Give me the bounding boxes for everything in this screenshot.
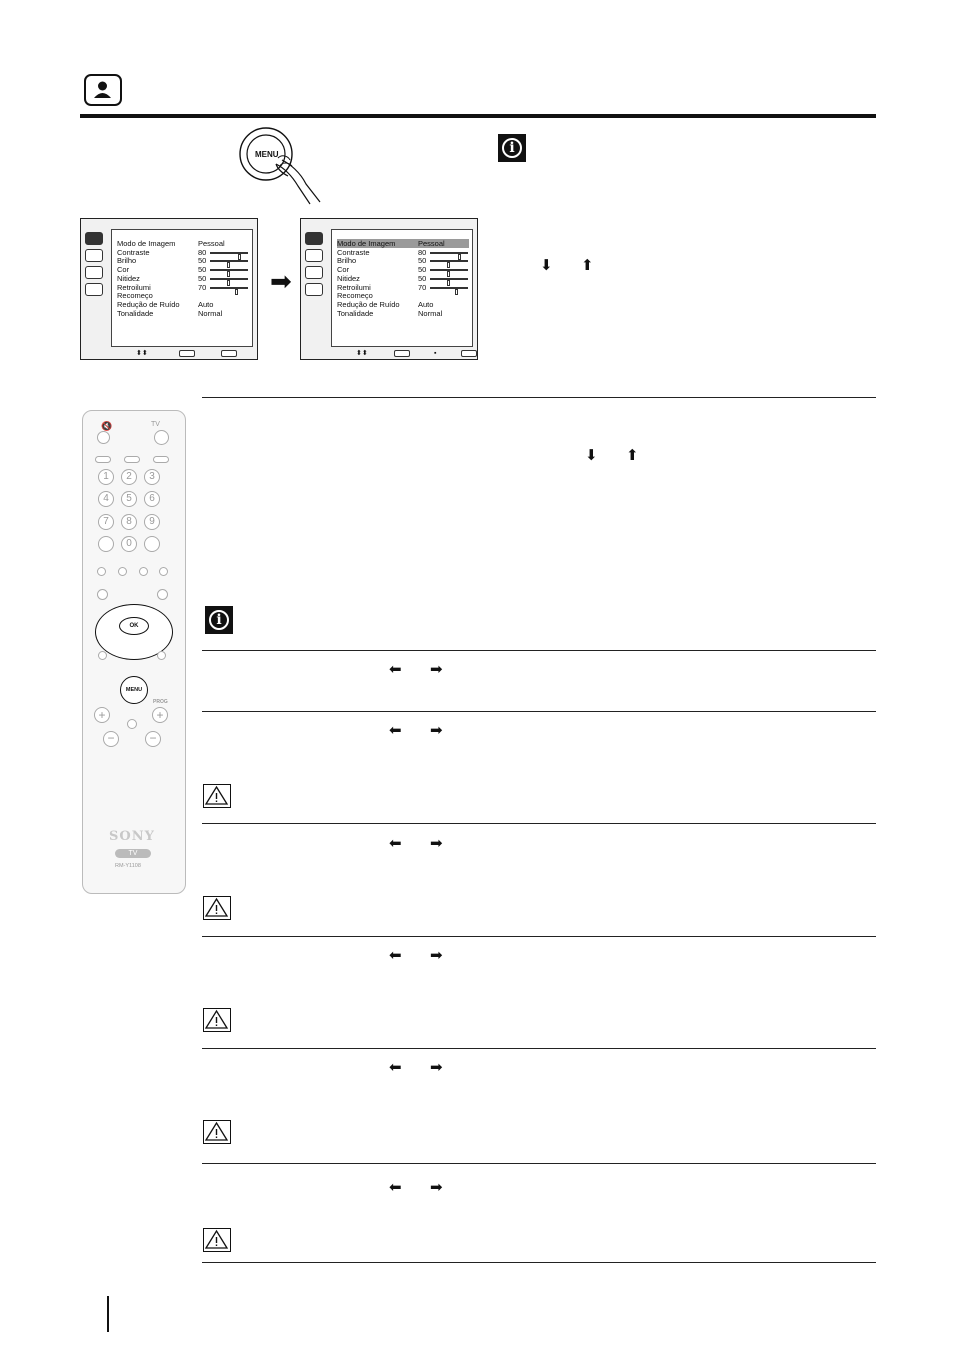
down-arrow-icon: ⬇ xyxy=(540,256,553,274)
menu-row-value: 50 xyxy=(418,265,427,275)
warning-icon xyxy=(203,784,231,808)
left-arrow-icon: ⬅ xyxy=(389,660,402,678)
menu-row-label: Retroilumi xyxy=(337,282,371,292)
divider xyxy=(202,936,876,937)
up-arrow-icon: ⬆ xyxy=(581,256,594,274)
level-slider xyxy=(210,252,248,254)
digit-button-9[interactable]: 9 xyxy=(144,514,160,530)
info-icon: i xyxy=(205,606,233,634)
menu-row xyxy=(117,300,249,309)
menu-button-label: MENU xyxy=(255,150,279,159)
menu-row-label: Nitidez xyxy=(117,273,140,283)
brand-logo: SONY xyxy=(109,829,155,844)
menu-screen-after xyxy=(300,218,478,360)
menu-row-value: Normal xyxy=(198,308,223,318)
menu-row-value: 50 xyxy=(198,265,207,275)
warning-icon xyxy=(203,1228,231,1252)
level-slider xyxy=(430,252,468,254)
setup-tab-icon xyxy=(85,283,103,296)
left-arrow-icon: ⬅ xyxy=(389,946,402,964)
menu-row-label: Recomeço xyxy=(337,291,373,301)
picture-button[interactable] xyxy=(157,589,168,600)
level-slider xyxy=(430,269,468,271)
divider xyxy=(202,1048,876,1049)
text-button[interactable] xyxy=(95,456,111,463)
right-arrow-icon: ➡ xyxy=(430,1178,443,1196)
menu-row-label: Redução de Ruído xyxy=(117,299,180,309)
menu-row xyxy=(337,265,469,274)
next-arrow: ➡ xyxy=(270,266,292,296)
menu-row xyxy=(337,239,469,248)
hand-icon xyxy=(236,124,326,214)
menu-row-value: 50 xyxy=(418,273,427,283)
menu-row xyxy=(117,274,249,283)
menu-press-illustration xyxy=(236,124,326,214)
menu-row xyxy=(117,265,249,274)
color-button-yellow[interactable] xyxy=(139,567,148,576)
enter-hint-icon: ▪ xyxy=(434,350,437,357)
remote-control xyxy=(82,410,186,894)
color-button-green[interactable] xyxy=(118,567,127,576)
menu-button[interactable]: MENU xyxy=(120,676,148,704)
menu-row xyxy=(337,300,469,309)
prog-up-button[interactable]: + xyxy=(152,707,168,723)
menu-screen-before xyxy=(80,218,258,360)
menu-row-label: Tonalidade xyxy=(117,308,154,318)
menu-row-value: 70 xyxy=(418,282,427,292)
header-rule xyxy=(80,114,876,118)
digit-button-7[interactable]: 7 xyxy=(98,514,114,530)
right-arrow-icon: ➡ xyxy=(430,834,443,852)
footer-key xyxy=(461,350,477,357)
menu-row-value: 70 xyxy=(198,282,207,292)
menu-row-label: Modo de Imagem xyxy=(337,239,396,248)
menu-row-value: Auto xyxy=(418,299,434,309)
digit-button-2[interactable]: 2 xyxy=(121,469,137,485)
left-arrow-icon: ⬅ xyxy=(389,834,402,852)
sound-tab-icon xyxy=(85,249,103,262)
features-tab-icon xyxy=(85,266,103,279)
warning-icon xyxy=(203,1008,231,1032)
menu-row-label: Redução de Ruído xyxy=(337,299,400,309)
down-arrow-icon: ⬇ xyxy=(585,446,598,464)
menu-row-label: Retroilumi xyxy=(117,282,151,292)
tv-badge: TV xyxy=(115,849,151,858)
menu-row-label: Cor xyxy=(117,265,130,275)
prog-label: PROG xyxy=(153,699,168,705)
tv-power-label: TV xyxy=(151,421,160,428)
digit-button-4[interactable]: 4 xyxy=(98,491,114,507)
warning-icon xyxy=(203,896,231,920)
setup-tab-icon xyxy=(305,283,323,296)
menu-panel xyxy=(331,229,473,347)
volume-up-button[interactable]: + xyxy=(94,707,110,723)
picture-tab-icon xyxy=(305,232,323,245)
digit-button-6[interactable]: 6 xyxy=(144,491,160,507)
menu-row-label: Nitidez xyxy=(337,273,360,283)
ok-button[interactable]: OK xyxy=(119,617,149,635)
input-button[interactable] xyxy=(153,456,169,463)
right-arrow-icon: ➡ xyxy=(430,946,443,964)
aspect-button[interactable] xyxy=(127,719,137,729)
guide-button[interactable] xyxy=(157,651,166,660)
digit-button-8[interactable]: 8 xyxy=(121,514,137,530)
clock-button[interactable] xyxy=(124,456,140,463)
menu-row-label: Tonalidade xyxy=(337,308,374,318)
menu-row-value: 50 xyxy=(198,273,207,283)
divider xyxy=(202,1262,876,1263)
level-slider xyxy=(430,260,468,262)
left-arrow-icon: ⬅ xyxy=(389,1058,402,1076)
menu-row-value: Pessoal xyxy=(418,239,445,248)
level-slider xyxy=(210,269,248,271)
divider xyxy=(202,1163,876,1164)
prog-down-button[interactable]: − xyxy=(145,731,161,747)
menu-row-label: Contraste xyxy=(117,247,150,257)
menu-row xyxy=(117,239,249,248)
menu-row xyxy=(337,248,469,257)
menu-row xyxy=(337,309,469,318)
menu-row xyxy=(117,248,249,257)
menu-row xyxy=(337,256,469,265)
level-slider xyxy=(210,278,248,280)
right-arrow-icon: ➡ xyxy=(430,660,443,678)
right-arrow-icon: ➡ xyxy=(430,721,443,739)
footer-key xyxy=(221,350,237,357)
info-button[interactable] xyxy=(98,536,114,552)
menu-row-label: Contraste xyxy=(337,247,370,257)
footer-key xyxy=(394,350,410,357)
menu-panel xyxy=(111,229,253,347)
divider xyxy=(202,711,876,712)
menu-row-value: Pessoal xyxy=(198,239,225,248)
level-slider xyxy=(430,287,468,289)
digit-button-0[interactable]: 0 xyxy=(121,536,137,552)
digit-button-5[interactable]: 5 xyxy=(121,491,137,507)
menu-row-label: Brilho xyxy=(117,256,137,266)
menu-row xyxy=(117,309,249,318)
menu-row xyxy=(337,274,469,283)
volume-down-button[interactable]: − xyxy=(103,731,119,747)
left-arrow-icon: ⬅ xyxy=(389,721,402,739)
menu-row-label: Brilho xyxy=(337,256,357,266)
color-button-red[interactable] xyxy=(97,567,106,576)
color-button-blue[interactable] xyxy=(159,567,168,576)
level-slider xyxy=(210,260,248,262)
menu-row-value: 80 xyxy=(418,247,427,257)
menu-row-label: Recomeço xyxy=(117,291,153,301)
level-slider xyxy=(430,278,468,280)
digit-button-1[interactable]: 1 xyxy=(98,469,114,485)
menu-row xyxy=(117,291,249,300)
menu-row xyxy=(117,283,249,292)
menu-row xyxy=(337,283,469,292)
footer-key xyxy=(179,350,195,357)
menu-row-value: Normal xyxy=(418,308,443,318)
sound-button[interactable] xyxy=(97,589,108,600)
picture-adjust-icon xyxy=(84,74,122,106)
picture-tab-icon xyxy=(85,232,103,245)
digit-button-3[interactable]: 3 xyxy=(144,469,160,485)
warning-icon xyxy=(203,1120,231,1144)
menu-row-value: Auto xyxy=(198,299,214,309)
menu-row-label: Modo de Imagem xyxy=(117,239,176,248)
sound-tab-icon xyxy=(305,249,323,262)
menu-row-value: 50 xyxy=(418,256,427,266)
teletext-button[interactable] xyxy=(98,651,107,660)
divider xyxy=(202,650,876,651)
nav-hint-icon: ⬍⬍ xyxy=(136,350,148,357)
menu-row xyxy=(337,291,469,300)
page-margin-bar xyxy=(107,1296,109,1332)
right-arrow-icon: ➡ xyxy=(430,1058,443,1076)
features-tab-icon xyxy=(305,266,323,279)
left-arrow-icon: ⬅ xyxy=(389,1178,402,1196)
nav-hint-icon: ⬍⬍ xyxy=(356,350,368,357)
mute-button[interactable] xyxy=(97,431,110,444)
up-arrow-icon: ⬆ xyxy=(626,446,639,464)
mute-icon: 🔇 xyxy=(101,421,113,431)
power-button[interactable] xyxy=(154,430,169,445)
menu-row-label: Cor xyxy=(337,265,350,275)
menu-row xyxy=(117,256,249,265)
menu-row-value: 50 xyxy=(198,256,207,266)
model-label: RM-Y1108 xyxy=(115,863,141,869)
previous-channel-button[interactable] xyxy=(144,536,160,552)
divider xyxy=(202,397,876,398)
level-slider xyxy=(210,287,248,289)
divider xyxy=(202,823,876,824)
menu-row-value: 80 xyxy=(198,247,207,257)
info-icon: i xyxy=(498,134,526,162)
